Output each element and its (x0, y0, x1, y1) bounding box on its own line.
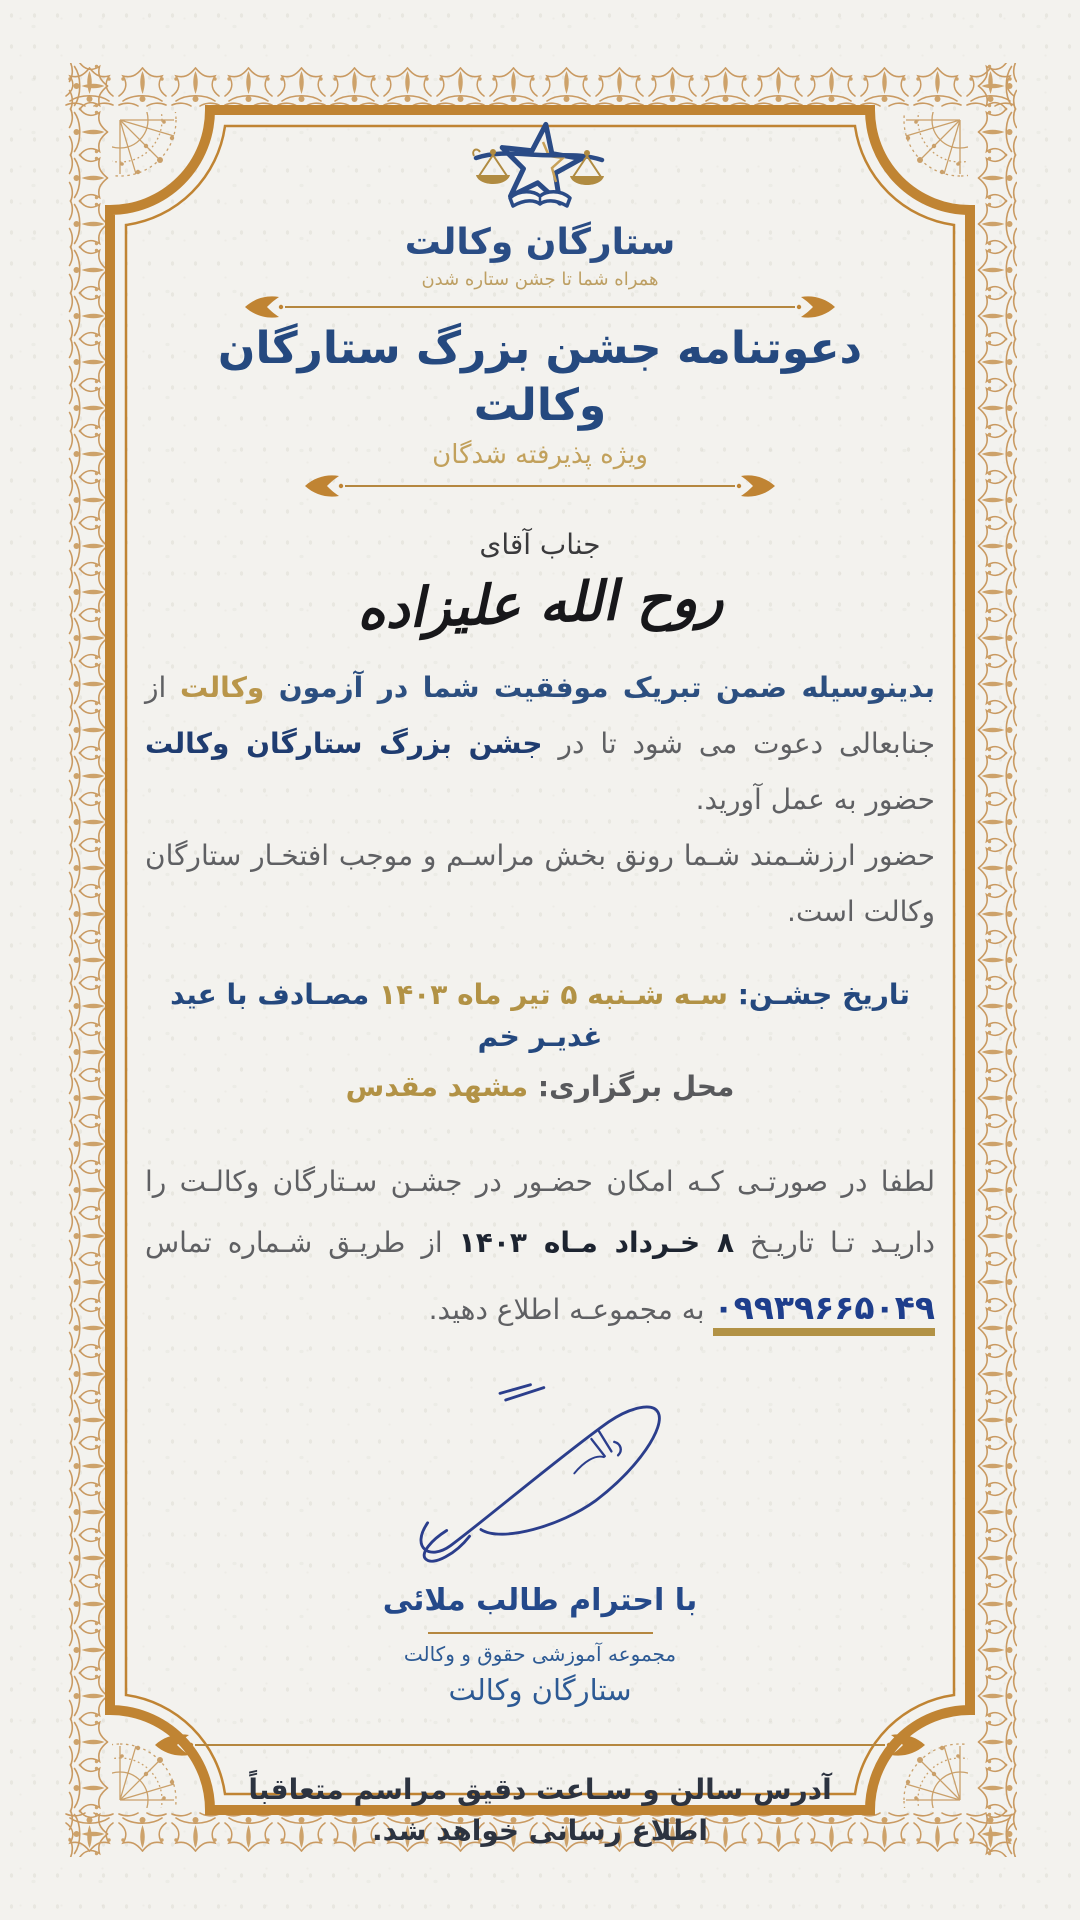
star-scales-book-icon (462, 118, 618, 214)
divider-line (345, 485, 735, 487)
signature-rule (428, 1632, 653, 1634)
fleuron-right-icon (305, 473, 345, 499)
fleuron-right-icon (245, 294, 285, 320)
footer-note-line1: آدرس سالن و سـاعت دقیق مراسم متعاقباً (248, 1773, 832, 1807)
invite-text: از جنابعالی دعوت می شود تا در (145, 671, 936, 761)
signatory-name: با احترام طالب ملائی (382, 1582, 698, 1618)
event-date-line (145, 974, 935, 1058)
rsvp-text: لطفا در صورتـی کـه امکان حضـور در جشـن سـتارگان وکالـت را داریـد تـا تاریـخ (145, 1165, 936, 1259)
invite-text: بدینوسیله ضمن تبریک موفقیت شما در آزمون (264, 671, 935, 705)
organization-line1: مجموعه آموزشی حقوق و وکالت (403, 1641, 677, 1666)
divider-line (285, 306, 795, 308)
invitation-subtitle: ویژه پذیرفته شدگان (432, 439, 648, 470)
signature (145, 1380, 935, 1580)
date-value: سـه شـنبه ۵ تیر ماه ۱۴۰۳ (369, 978, 728, 1012)
lace-border-right (970, 63, 1017, 1857)
divider (305, 477, 775, 495)
phone-number-link[interactable]: ۰۹۹۳۹۶۶۵۰۴۹ (713, 1288, 935, 1336)
invite-text: حضور به عمل آورید. (695, 783, 935, 817)
invitation-paragraph (145, 660, 935, 828)
fleuron-right-icon (155, 1732, 195, 1758)
date-note: مصـادف با عید غدیـر خم (170, 978, 603, 1054)
divider (155, 1736, 925, 1754)
rsvp-paragraph (145, 1152, 935, 1343)
lace-border-top (63, 63, 1017, 110)
event-name-highlight: جشن بزرگ ستارگان وکالت (145, 727, 543, 761)
brand-slogan: همراه شما تا جشن ستاره شدن (421, 269, 659, 290)
event-venue-line (145, 1066, 935, 1108)
handwritten-signature (380, 1380, 700, 1580)
invitation-title: دعوتنامه جشن بزرگ ستارگان وکالت (217, 323, 863, 432)
rsvp-deadline: ۸ خـرداد مـاه ۱۴۰۳ (458, 1225, 735, 1259)
divider-line (195, 1744, 885, 1746)
divider (245, 298, 835, 316)
exam-name-highlight: وکالت (179, 671, 265, 705)
rsvp-text: از طریـق شـماره تماس (145, 1225, 459, 1259)
event-details (145, 974, 935, 1108)
footer-note-line2: اطلاع رسانی خواهد شد. (372, 1814, 708, 1848)
rsvp-text: به مجموعـه اطلاع دهید. (428, 1292, 714, 1326)
venue-value: مشهد مقدس (345, 1070, 529, 1104)
fleuron-left-icon (795, 294, 835, 320)
date-label: تاریخ جشـن: (727, 978, 910, 1012)
organization-line2: ستارگان وکالت (448, 1672, 632, 1707)
fleuron-left-icon (885, 1732, 925, 1758)
lace-border-left (63, 63, 110, 1857)
logo (145, 118, 935, 214)
venue-label: محل برگزاری: (528, 1070, 735, 1104)
presence-note-paragraph: حضور ارزشـمند شـما رونق بخش مراسـم و موجب افتخـار ستارگان وکالت است. (145, 839, 935, 929)
fleuron-left-icon (735, 473, 775, 499)
brand-title: ستارگان وکالت (404, 222, 676, 263)
invitation-content (145, 118, 935, 1851)
recipient-salutation: جناب آقای (479, 527, 601, 561)
recipient-name: روح الله علیزاده (355, 564, 725, 642)
